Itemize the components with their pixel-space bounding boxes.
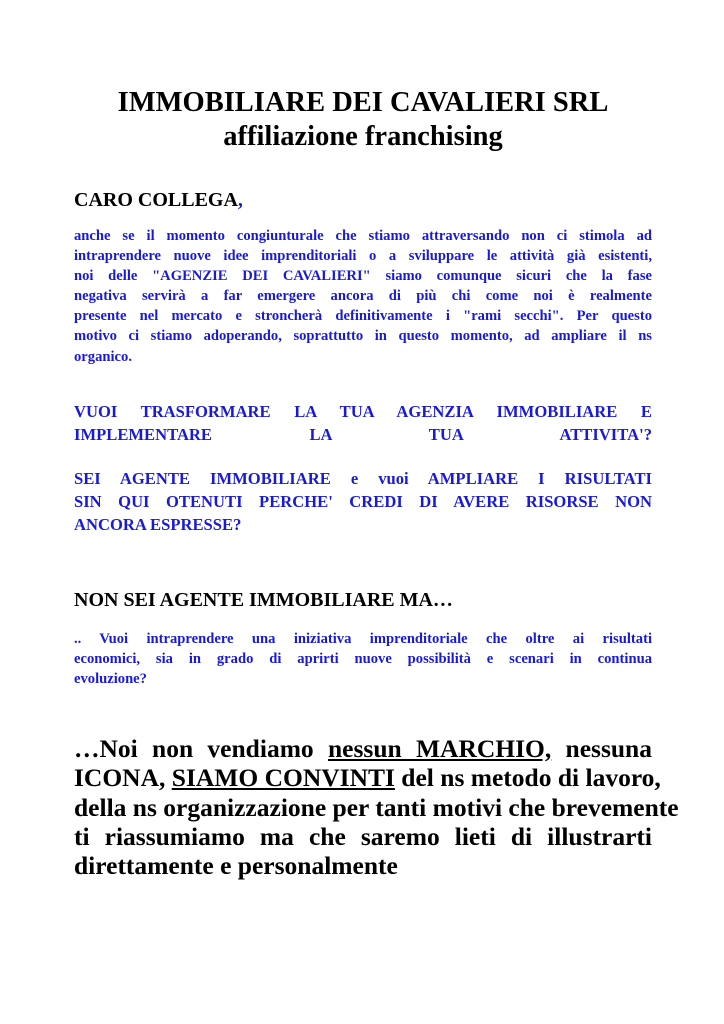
- closing-line-2: [74, 763, 661, 793]
- closing-line-3: della ns organizzazione per tanti motivi che brevemente: [74, 792, 679, 822]
- intro-line: motivo ci stiamo adoperando, soprattutto in questo momento, ad ampliare il ns: [74, 328, 652, 345]
- intro-line: presente nel mercato e stroncherà definitivamente i "rami secchi". Per questo: [74, 308, 652, 325]
- question-2-line: ANCORA ESPRESSE?: [74, 515, 242, 534]
- closing-text: nessuna: [551, 734, 652, 763]
- closing-text: …Noi non vendiamo: [74, 734, 328, 763]
- closing-underlined: nessun MARCHIO,: [327, 734, 552, 763]
- closing-line-1: [74, 734, 652, 763]
- closing-text: ICONA,: [74, 763, 172, 793]
- question-3: [74, 629, 652, 689]
- question-3-line: .. Vuoi intraprendere una iniziativa imprenditoriale che oltre ai risultati: [74, 631, 652, 647]
- intro-line: negativa servirà a far emergere ancora di più chi come noi è realmente: [74, 288, 652, 305]
- question-2-line: SEI AGENTE IMMOBILIARE e vuoi AMPLIARE I RISULTATI: [74, 469, 652, 488]
- question-2-line: SIN QUI OTENUTI PERCHE' CREDI DI AVERE RISORSE NON: [74, 492, 652, 511]
- intro-line: organico.: [74, 348, 132, 365]
- question-2: [74, 467, 652, 536]
- document-subtitle: affiliazione franchising: [223, 121, 503, 152]
- closing-paragraph: [74, 734, 679, 881]
- question-1-line: VUOI TRASFORMARE LA TUA AGENZIA IMMOBILIARE E: [74, 402, 652, 421]
- greeting: [74, 187, 243, 213]
- closing-line-4: ti riassumiamo ma che saremo lieti di illustrarti: [74, 821, 652, 851]
- question-1: [74, 400, 652, 446]
- greeting-text: CARO COLLEGA: [74, 189, 238, 211]
- intro-paragraph: [74, 226, 652, 367]
- greeting-comma: ,: [237, 189, 243, 211]
- question-3-line: evoluzione?: [74, 671, 147, 688]
- section-heading: NON SEI AGENTE IMMOBILIARE MA…: [74, 589, 453, 611]
- question-1-line: IMPLEMENTARE LA TUA ATTIVITA'?: [74, 425, 652, 444]
- closing-line-5: direttamente e personalmente: [74, 851, 398, 881]
- closing-text: del ns metodo di lavoro,: [394, 763, 661, 793]
- intro-line: noi delle "AGENZIE DEI CAVALIERI" siamo comunque sicuri che la fase: [74, 268, 652, 285]
- document-title: IMMOBILIARE DEI CAVALIERI SRL: [117, 87, 609, 118]
- intro-line: intraprendere nuove idee imprenditoriali o a sviluppare le attività già esistenti,: [74, 248, 652, 265]
- question-3-line: economici, sia in grado di aprirti nuove possibilità e scenari in continua: [74, 651, 652, 668]
- closing-underlined: SIAMO CONVINTI: [171, 763, 395, 793]
- intro-line: anche se il momento congiunturale che stiamo attraversando non ci stimola ad: [74, 228, 652, 244]
